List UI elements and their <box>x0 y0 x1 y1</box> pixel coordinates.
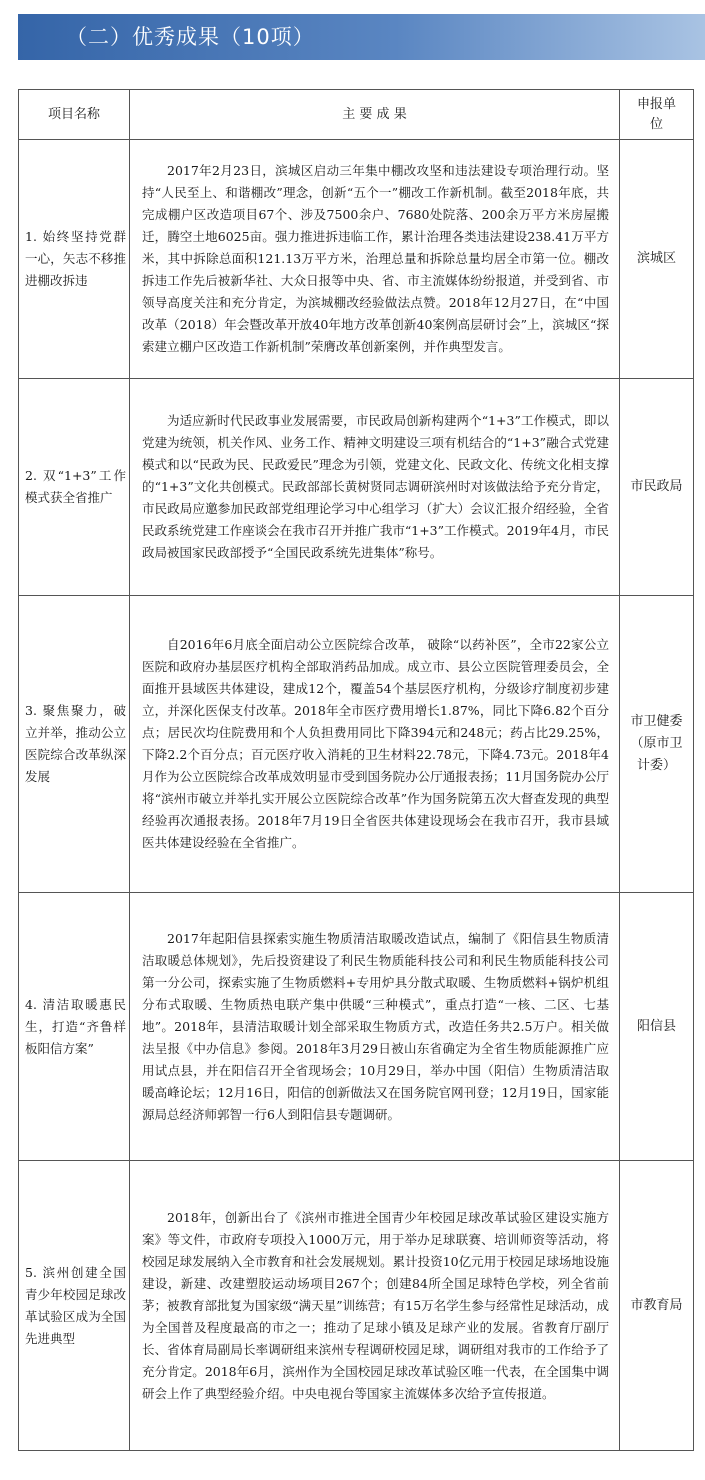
row-content-cell <box>130 379 620 596</box>
table-row <box>19 893 694 1161</box>
table-row <box>19 379 694 596</box>
row-content-cell <box>130 1161 620 1451</box>
header-project-name: 项目名称 <box>19 90 130 140</box>
section-title: （二）优秀成果（10项） <box>18 14 705 60</box>
row-content: 2017年起阳信县探索实施生物质清洁取暖改造试点，编制了《阳信县生物质清洁取暖总体规划》，先后投资建设了利民生物质能科技公司和利民生物质能科技公司第一分公司，探索实施了生物质燃料+专用炉具分散式取暖、生物质燃料+锅炉机组分布式取暖、生物质热电联产集中供暖“三种模式”，重点打造“一核、二区、七基地”。2018年，县清洁取暖计划全部采取生物质方式，改造任务共2.5万户。相关做法呈报《中办信息》参阅。2018年3月29日被山东省确定为全省生物质能源推广应用试点县，并在阳信召开全省现场会；10月29日，举办中国（阳信）生物质清洁取暖高峰论坛；12月16日，阳信的创新做法又在国务院官网刊登；12月19日，国家能源局总经济师郭智一行6人到阳信县专题调研。 <box>142 930 609 1122</box>
row-content: 2018年，创新出台了《滨州市推进全国青少年校园足球改革试验区建设实施方案》等文件，市政府专项投入1000万元，用于举办足球联赛、培训师资等活动，将校园足球发展纳入全市教育和社会发展规划。累计投资10亿元用于校园足球场地设施建设，新建、改建塑胶运动场项目267个；创建84所全国足球特色学校，列全省前茅；被教育部批复为国家级“满天星”训练营；有15万名学生参与经常性足球活动，成为全国普及程度最高的市之一；推动了足球小镇及足球产业的发展。省教育厅副厅长、省体育局副局长率调研组来滨州专程调研校园足球，调研组对我市的工作给予了充分肯定。2018年6月，滨州作为全国校园足球改革试验区唯一代表，在全国集中调研会上作了典型经验介绍。中央电视台等国家主流媒体多次给予宣传报道。 <box>142 1209 609 1401</box>
row-content-cell <box>130 893 620 1161</box>
row-project-name: 3. 聚焦聚力，破立并举，推动公立医院综合改革纵深发展 <box>19 596 130 893</box>
achievements-table <box>18 89 694 1451</box>
row-content: 自2016年6月底全面启动公立医院综合改革， 破除“以药补医”，全市22家公立医院和政府办基层医疗机构全部取消药品加成。成立市、县公立医院管理委员会，全面推开县域医共体建设，建成12个，覆盖54个基层医疗机构，分级诊疗制度初步建立，并深化医保支付改革。2018年全市医疗费用增长1.87%，同比下降6.82个百分点；居民次均住院费用和个人负担费用同比下降394元和248元；药占比29.25%，下降2.2个百分点；百元医疗收入消耗的卫生材料22.78元，下降4.73元。2018年4月作为公立医院综合改革成效明显市受到国务院办公厅通报表扬；11月国务院办公厅将“滨州市破立并举扎实开展公立医院综合改革”作为国务院第五次大督查发现的典型经验再次通报表扬。2018年7月19日全省医共体建设现场会在我市召开，我市县域医共体建设经验在全省推广。 <box>142 637 609 850</box>
row-project-name: 1. 始终坚持党群一心，矢志不移推进棚改拆违 <box>19 140 130 379</box>
table-header-row <box>19 90 694 140</box>
row-content-cell <box>130 596 620 893</box>
row-unit: 市教育局 <box>620 1161 694 1451</box>
header-reporting-unit: 申报单位 <box>620 90 694 140</box>
table-row <box>19 596 694 893</box>
row-unit: 滨城区 <box>620 140 694 379</box>
row-unit: 市卫健委（原市卫计委） <box>620 596 694 893</box>
header-main-results: 主 要 成 果 <box>130 90 620 140</box>
table-row <box>19 1161 694 1451</box>
row-project-name: 4. 清洁取暖惠民生，打造“齐鲁样板阳信方案” <box>19 893 130 1161</box>
row-unit: 市民政局 <box>620 379 694 596</box>
row-content: 为适应新时代民政事业发展需要，市民政局创新构建两个“1+3”工作模式，即以党建为统领，机关作风、业务工作、精神文明建设三项有机结合的“1+3”融合式党建模式和以“民政为民、民政爱民”理念为引领，党建文化、民政文化、传统文化相支撑的“1+3”文化共创模式。民政部部长黄树贤同志调研滨州时对该做法给予充分肯定，市民政局应邀参加民政部党组理论学习中心组学习（扩大）会议汇报介绍经验，全省民政系统党建工作座谈会在我市召开并推广我市“1+3”工作模式。2019年4月，市民政局被国家民政部授予“全国民政系统先进集体”称号。 <box>142 413 609 560</box>
row-project-name: 5. 滨州创建全国青少年校园足球改革试验区成为全国先进典型 <box>19 1161 130 1451</box>
row-content-cell <box>130 140 620 379</box>
table-row <box>19 140 694 379</box>
row-unit: 阳信县 <box>620 893 694 1161</box>
row-content: 2017年2月23日，滨城区启动三年集中棚改攻坚和违法建设专项治理行动。坚持“人民至上、和谐棚改”理念，创新“五个一”棚改工作新机制。截至2018年底，共完成棚户区改造项目67个、涉及7500余户、7680处院落、200余万平方米房屋搬迁，腾空土地6025亩。强力推进拆违临工作，累计治理各类违法建设238.41万平方米，其中拆除总面积121.13万平方米，治理总量和拆除总量均居全市第一位。棚改拆违工作先后被新华社、大众日报等中央、省、市主流媒体纷纷报道，并受到省、市领导高度关注和充分肯定，为滨城棚改经验做法点赞。2018年12月27日，在“中国改革（2018）年会暨改革开放40年地方改革创新40案例高层研讨会”上，滨城区“探索建立棚户区改造工作新机制”荣膺改革创新案例，并作典型发言。 <box>142 163 609 354</box>
row-project-name: 2. 双“1+3”工作模式获全省推广 <box>19 379 130 596</box>
